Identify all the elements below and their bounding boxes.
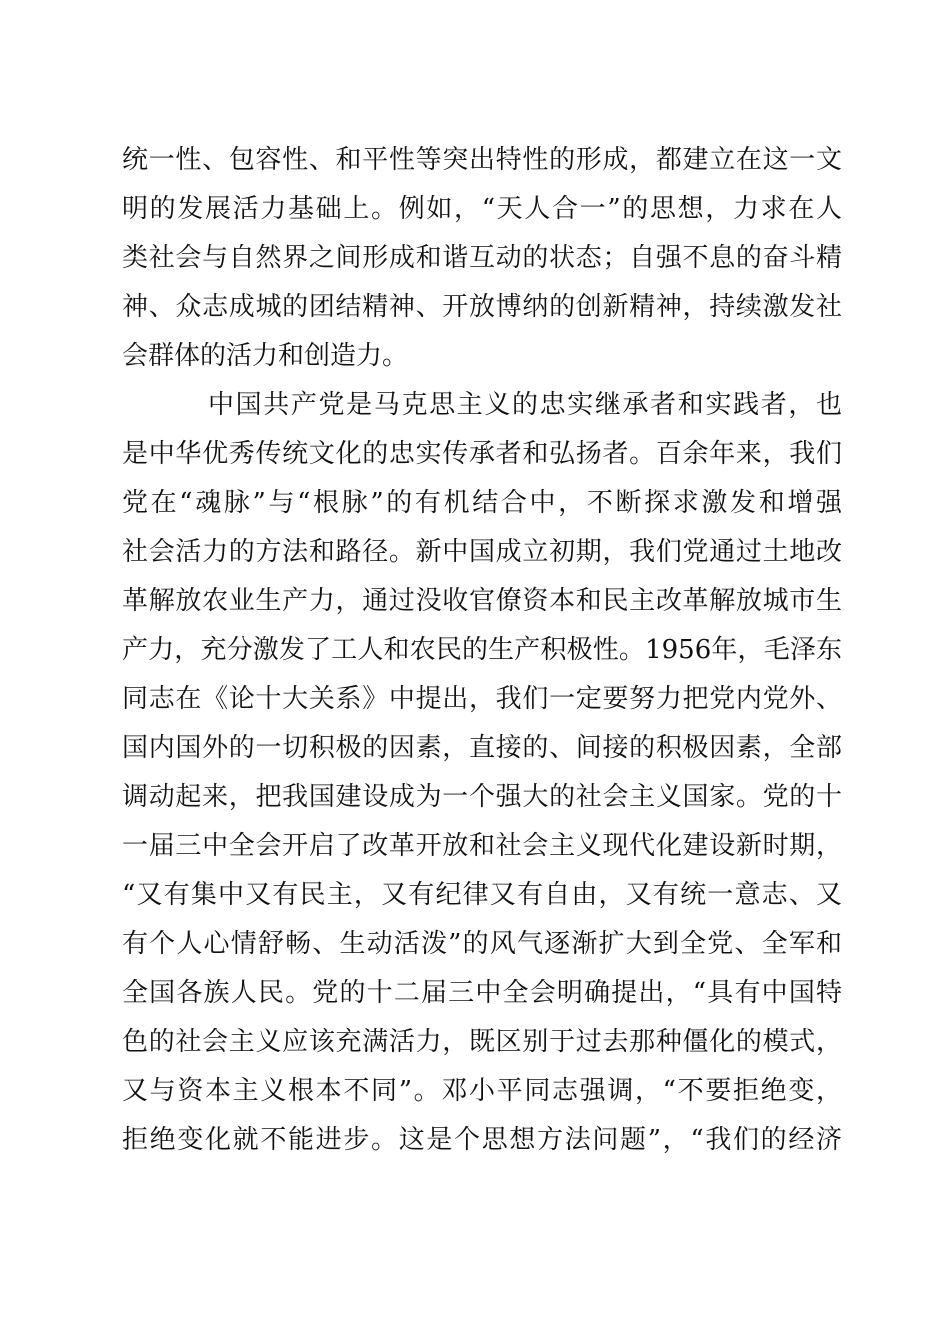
- text-line: 会群体的活力和创造力。: [122, 341, 409, 371]
- text-line: 是中华优秀传统文化的忠实传承者和弘扬者。百余年来，我们: [122, 439, 842, 469]
- text-line: 社会活力的方法和路径。新中国成立初期，我们党通过土地改: [122, 537, 842, 567]
- text-line: 产力，充分激发了工人和农民的生产积极性。1956年，毛泽东: [122, 635, 842, 665]
- text-line: 党在“魂脉”与“根脉”的有机结合中，不断探求激发和增强: [122, 488, 842, 518]
- text-line: 又与资本主义根本不同”。邓小平同志强调，“不要拒绝变，: [122, 1076, 842, 1106]
- text-line: 同志在《论十大关系》中提出，我们一定要努力把党内党外、: [122, 684, 842, 714]
- text-line: 色的社会主义应该充满活力，既区别于过去那种僵化的模式，: [122, 1027, 842, 1057]
- text-line: 全国各族人民。党的十二届三中全会明确提出，“具有中国特: [122, 978, 842, 1008]
- text-line: 国内国外的一切积极的因素，直接的、间接的积极因素，全部: [122, 733, 842, 763]
- text-line: 拒绝变化就不能进步。这是个思想方法问题”，“我们的经济: [122, 1125, 842, 1155]
- text-line: 统一性、包容性、和平性等突出特性的形成，都建立在这一文: [122, 145, 842, 175]
- body-text: [122, 136, 842, 1165]
- text-line: “又有集中又有民主，又有纪律又有自由，又有统一意志、又: [122, 880, 842, 910]
- text-line: 有个人心情舒畅、生动活泼”的风气逐渐扩大到全党、全军和: [122, 929, 842, 959]
- paragraph-2: [122, 381, 842, 1165]
- text-line: 调动起来，把我国建设成为一个强大的社会主义国家。党的十: [122, 782, 842, 812]
- text-line: 革解放农业生产力，通过没收官僚资本和民主改革解放城市生: [122, 586, 842, 616]
- paragraph-1: [122, 136, 842, 381]
- text-line: 神、众志成城的团结精神、开放博纳的创新精神，持续激发社: [122, 292, 842, 322]
- text-line: 中国共产党是马克思主义的忠实继承者和实践者，也: [208, 390, 842, 420]
- text-line: 类社会与自然界之间形成和谐互动的状态；自强不息的奋斗精: [122, 243, 842, 273]
- text-line: 明的发展活力基础上。例如，“天人合一”的思想，力求在人: [122, 194, 842, 224]
- text-line: 一届三中全会开启了改革开放和社会主义现代化建设新时期，: [122, 831, 842, 861]
